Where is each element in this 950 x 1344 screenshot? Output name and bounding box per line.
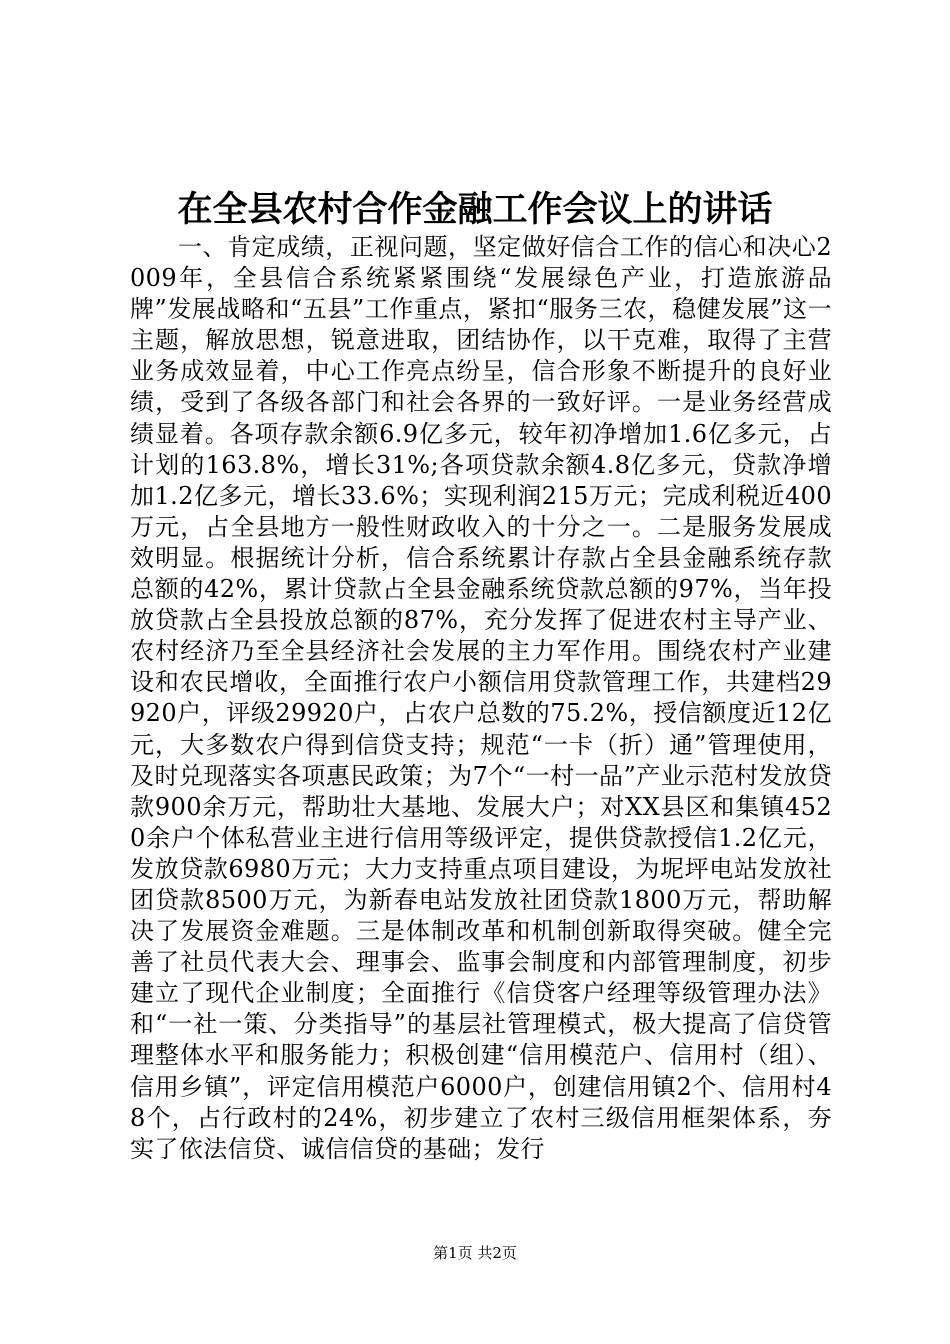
document-title: 在全县农村合作金融工作会议上的讲话 <box>177 189 773 230</box>
document-body-paragraph: 一、肯定成绩，正视问题，坚定做好信合工作的信心和决心2009年，全县信合系统紧紧围绕“发展绿色产业，打造旅游品牌”发展战略和“五县”工作重点，紧扣“服务三农，稳健发展”这一主题，解放思想，锐意进取，团结协作，以干克难，取得了主营业务成效显着，中心工作亮点纷呈，信合形象不断提升的良好业绩，受到了各级各部门和社会各界的一致好评。一是业务经营成绩显着。各项存款余额6.9亿多元，较年初净增加1.6亿多元，占计划的163.8%，增长31%;各项贷款余额4.8亿多元，贷款净增加1.2亿多元，增长33.6%；实现利润215万元；完成利税近400万元，占全县地方一般性财政收入的十分之一。二是服务发展成效明显。根据统计分析，信合系统累计存款占全县金融系统存款总额的42%，累计贷款占全县金融系统贷款总额的97%，当年投放贷款占全县投放总额的87%，充分发挥了促进农村主导产业、农村经济乃至全县经济社会发展的主力军作用。围绕农村产业建设和农民增收，全面推行农户小额信用贷款管理工作，共建档29920户，评级29920户，占农户总数的75.2%，授信额度近12亿元，大多数农户得到信贷支持；规范“一卡（折）通”管理使用，及时兑现落实各项惠民政策；为7个“一村一品”产业示范村发放贷款900余万元，帮助壮大基地、发展大户；对XX县区和集镇4520余户个体私营业主进行信用等级评定，提供贷款授信1.2亿元，发放贷款6980万元；大力支持重点项目建设，为坭坪电站发放社团贷款8500万元，为新春电站发放社团贷款1800万元，帮助解决了发展资金难题。三是体制改革和机制创新取得突破。健全完善了社员代表大会、理事会、监事会制度和内部管理制度，初步建立了现代企业制度；全面推行《信贷客户经理等级管理办法》和“一社一策、分类指导”的基层社管理模式，极大提高了信贷管理整体水平和服务能力；积极创建“信用模范户、信用村（组）、信用乡镇”，评定信用模范户6000户，创建信用镇2个、信用村48个，占行政村的24%，初步建立了农村三级信用框架体系，夯实了依法信贷、诚信信贷的基础；发行 <box>130 233 832 1163</box>
page-number-footer: 第1页 共2页 <box>433 1244 517 1262</box>
